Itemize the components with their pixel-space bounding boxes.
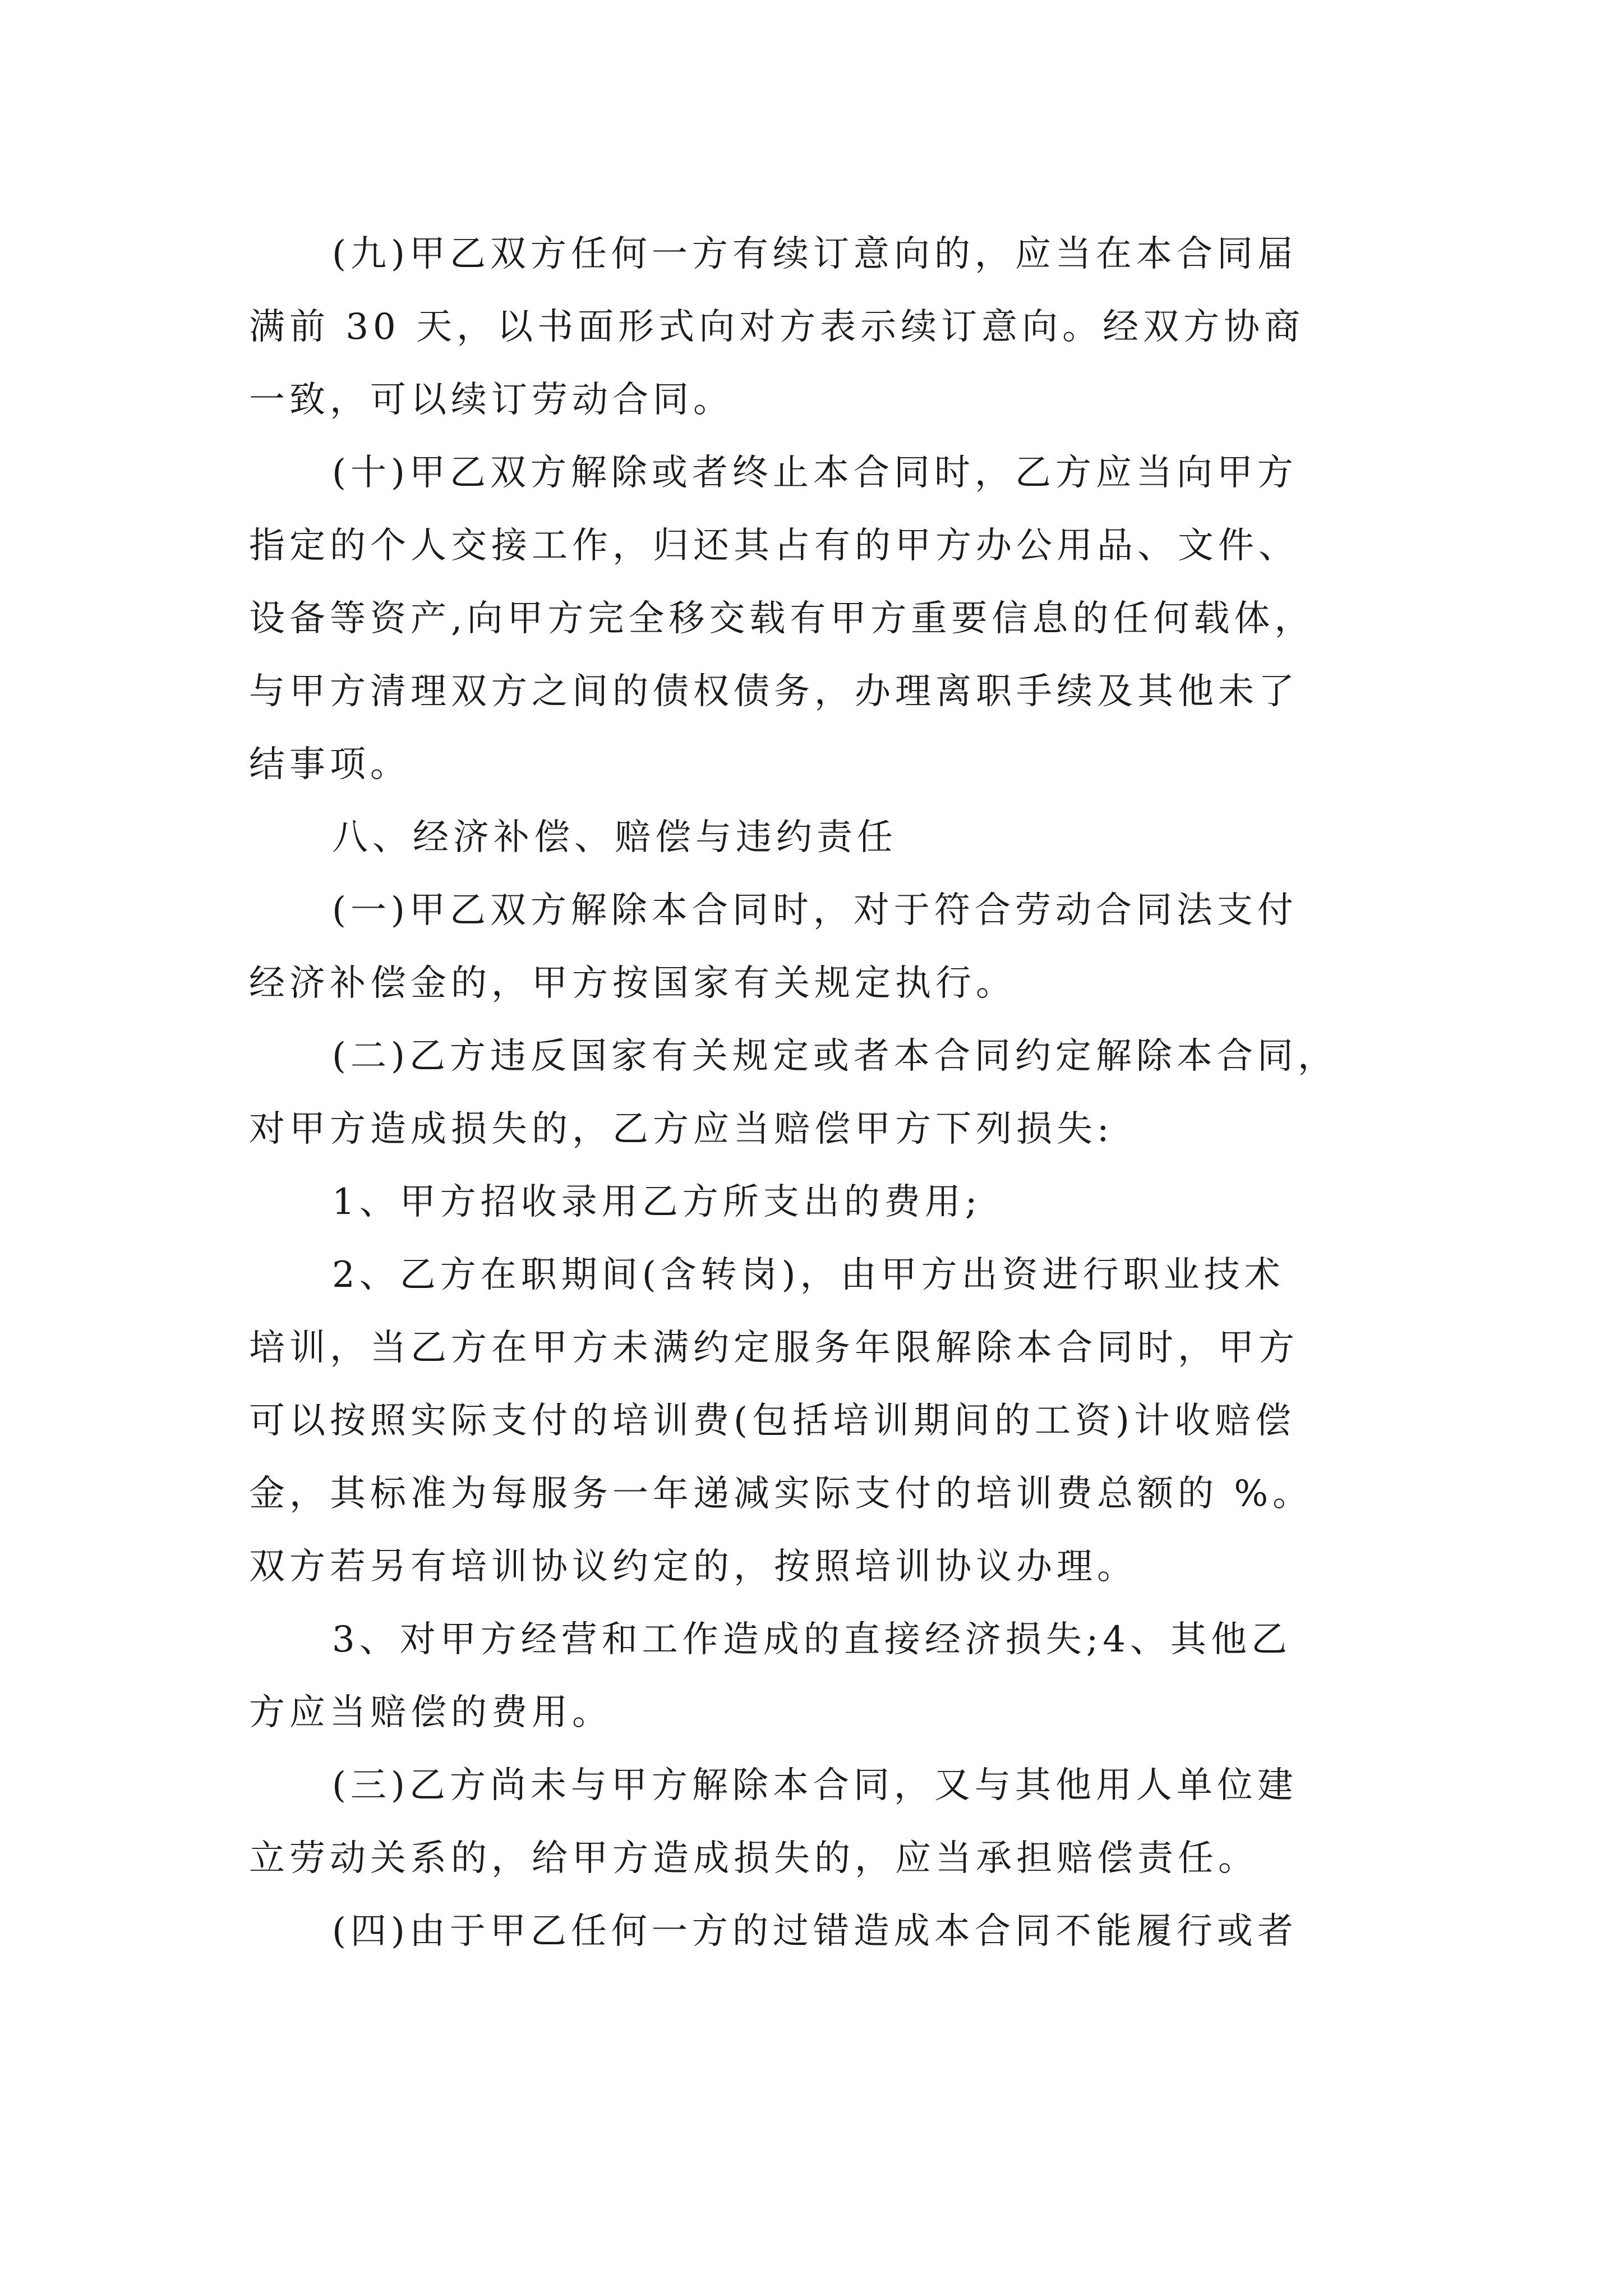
text-line: 对甲方造成损失的，乙方应当赔偿甲方下列损失:: [249, 1108, 1114, 1150]
text-line: 金，其标准为每服务一年递减实际支付的培训费总额的 %。: [249, 1473, 1313, 1515]
text-line: 双方若另有培训协议约定的，按照培训协议办理。: [249, 1546, 1137, 1588]
text-line: (一)甲乙双方解除本合同时，对于符合劳动合同法支付: [332, 890, 1298, 931]
text-line: (十)甲乙双方解除或者终止本合同时，乙方应当向甲方: [332, 452, 1298, 494]
document-body: [249, 218, 1376, 1968]
text-line: 指定的个人交接工作，归还其占有的甲方办公用品、文件、: [249, 525, 1299, 567]
text-line: 立劳动关系的，给甲方造成损失的，应当承担赔偿责任。: [249, 1838, 1258, 1879]
section-heading: 八、经济补偿、赔偿与违约责任: [332, 817, 897, 858]
text-line: (四)由于甲乙任何一方的过错造成本合同不能履行或者: [332, 1911, 1298, 1952]
text-line: (九)甲乙双方任何一方有续订意向的，应当在本合同届: [332, 233, 1298, 275]
text-line: (三)乙方尚未与甲方解除本合同，又与其他用人单位建: [332, 1765, 1298, 1806]
text-line: 可以按照实际支付的培训费(包括培训期间的工资)计收赔偿: [249, 1400, 1295, 1442]
text-line: 方应当赔偿的费用。: [249, 1692, 612, 1733]
text-line: 经济补偿金的，甲方按国家有关规定执行。: [249, 963, 1016, 1004]
text-line: 设备等资产,向甲方完全移交载有甲方重要信息的任何载体，: [249, 598, 1315, 639]
text-line: (二)乙方违反国家有关规定或者本合同约定解除本合同，: [332, 1036, 1338, 1077]
text-line: 满前 30 天，以书面形式向对方表示续订意向。经双方协商: [249, 306, 1305, 348]
text-line: 结事项。: [249, 744, 411, 785]
text-line: 一致，可以续订劳动合同。: [249, 379, 734, 421]
text-line: 3、对甲方经营和工作造成的直接经济损失;4、其他乙: [332, 1619, 1292, 1660]
text-line: 2、乙方在职期间(含转岗)，由甲方出资进行职业技术: [332, 1254, 1285, 1296]
text-line: 培训，当乙方在甲方未满约定服务年限解除本合同时，甲方: [249, 1327, 1299, 1369]
text-line: 与甲方清理双方之间的债权债务，办理离职手续及其他未了: [249, 671, 1299, 712]
text-line: 1、甲方招收录用乙方所支出的费用;: [332, 1181, 982, 1223]
